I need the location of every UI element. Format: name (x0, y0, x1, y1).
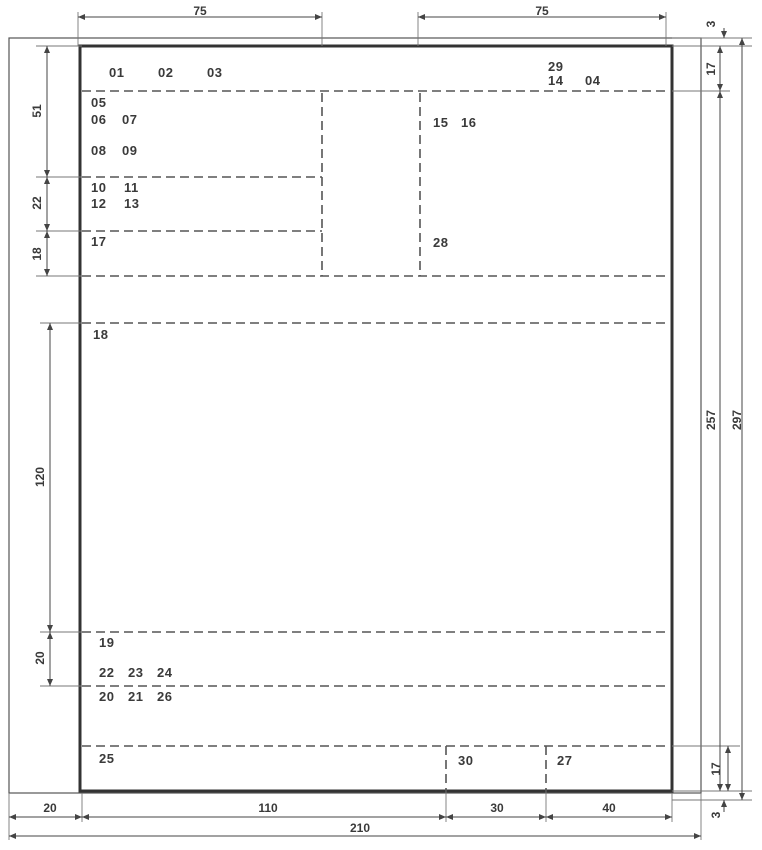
dim-left-22: 22 (30, 196, 44, 210)
field-09: 09 (122, 143, 138, 158)
field-17: 17 (91, 234, 107, 249)
dim-right-297: 297 (730, 409, 744, 431)
field-29: 29 (548, 59, 564, 74)
field-16: 16 (461, 115, 477, 130)
dim-left-18: 18 (30, 247, 44, 261)
field-11: 11 (124, 180, 139, 195)
field-06: 06 (91, 112, 107, 127)
field-01: 01 (109, 65, 125, 80)
extension-lines (9, 12, 752, 840)
field-24: 24 (157, 665, 173, 680)
field-12: 12 (91, 196, 107, 211)
field-23: 23 (128, 665, 144, 680)
dim-bottom-20: 20 (43, 801, 57, 815)
field-08: 08 (91, 143, 107, 158)
field-05: 05 (91, 95, 107, 110)
dim-left-20: 20 (33, 651, 47, 665)
field-25: 25 (99, 751, 115, 766)
field-04: 04 (585, 73, 601, 88)
dim-right-17-top: 17 (704, 62, 718, 76)
dim-left-120: 120 (33, 466, 47, 488)
dim-bottom-110: 110 (258, 801, 278, 815)
field-21: 21 (128, 689, 144, 704)
dim-bottom-40: 40 (602, 801, 616, 815)
field-10: 10 (91, 180, 107, 195)
dim-bottom-210: 210 (349, 821, 371, 835)
field-14: 14 (548, 73, 564, 88)
dim-top-right-width: 75 (535, 4, 549, 18)
dim-top-left-width: 75 (193, 4, 207, 18)
field-28: 28 (433, 235, 449, 250)
field-27: 27 (557, 753, 573, 768)
dim-right-3-bottom: 3 (709, 811, 723, 819)
field-30: 30 (458, 753, 474, 768)
field-26: 26 (157, 689, 173, 704)
field-22: 22 (99, 665, 115, 680)
dim-right-257: 257 (704, 409, 718, 431)
dimension-lines (9, 17, 742, 836)
field-13: 13 (124, 196, 140, 211)
field-02: 02 (158, 65, 174, 80)
dim-bottom-30: 30 (490, 801, 504, 815)
field-15: 15 (433, 115, 449, 130)
dim-right-17-bottom: 17 (709, 762, 723, 776)
dim-right-3-top: 3 (704, 20, 718, 28)
division-lines (82, 91, 670, 790)
field-03: 03 (207, 65, 223, 80)
field-19: 19 (99, 635, 115, 650)
dim-left-51: 51 (30, 104, 44, 118)
field-20: 20 (99, 689, 115, 704)
field-07: 07 (122, 112, 138, 127)
field-18: 18 (93, 327, 109, 342)
